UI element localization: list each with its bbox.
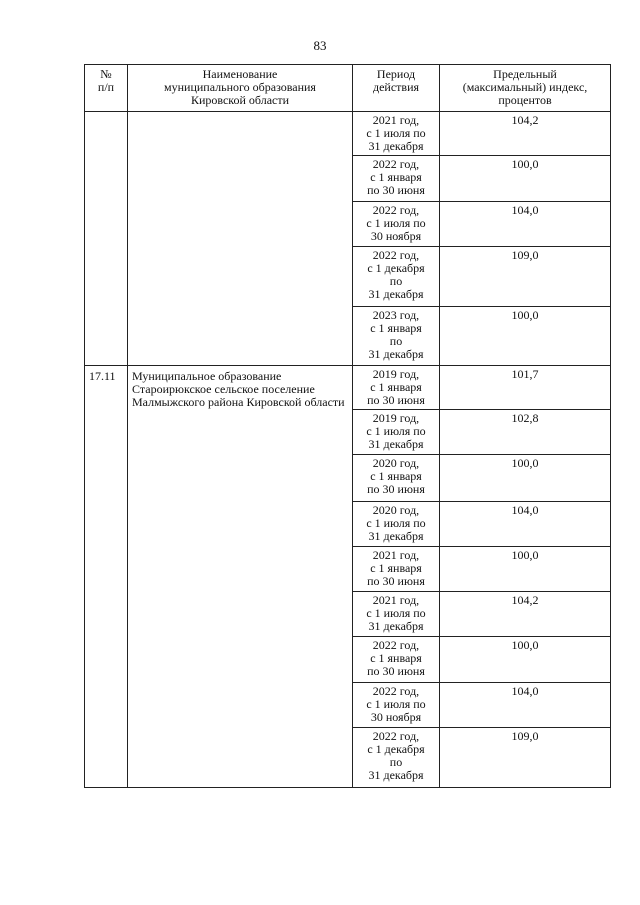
period-line: 31 декабря xyxy=(368,139,424,153)
period-cell xyxy=(353,410,440,455)
table-header-row xyxy=(85,65,611,112)
period-line: по xyxy=(389,334,403,349)
period-cell xyxy=(353,201,440,246)
period-line: 2023 год, xyxy=(372,308,420,323)
tariff-index-table xyxy=(84,64,611,788)
table-row xyxy=(85,365,611,409)
period-line: 2022 год, xyxy=(372,684,420,699)
period-line: 2021 год, xyxy=(372,593,420,608)
period-cell xyxy=(353,112,440,156)
period-line: с 1 декабря xyxy=(367,742,425,757)
period-line: 31 декабря xyxy=(368,768,424,783)
header-number: № п/п xyxy=(85,65,128,112)
period-line: по 30 июня xyxy=(367,183,425,198)
index-value-cell: 109,0 xyxy=(440,728,611,788)
period-line: 30 ноября xyxy=(370,228,422,243)
period-line: с 1 января xyxy=(370,321,422,336)
index-value-cell: 104,2 xyxy=(440,592,611,636)
header-period: Период действия xyxy=(353,65,440,112)
period-line: по 30 июня xyxy=(367,482,425,497)
number-cell-continued xyxy=(85,112,128,366)
period-line: 30 ноября xyxy=(370,710,422,725)
index-value-cell: 104,0 xyxy=(440,201,611,246)
index-value-cell: 104,2 xyxy=(440,112,611,156)
page-number: 83 xyxy=(313,38,327,53)
index-value-cell: 100,0 xyxy=(440,455,611,501)
period-line: с 1 января xyxy=(370,469,422,484)
index-value-cell: 100,0 xyxy=(440,156,611,201)
period-line: с 1 июля по xyxy=(366,697,426,712)
index-value-cell: 100,0 xyxy=(440,547,611,592)
period-cell xyxy=(353,455,440,501)
period-cell xyxy=(353,636,440,682)
period-line: 2022 год, xyxy=(372,247,420,262)
period-line: с 1 июля по xyxy=(366,126,426,140)
period-line: 2022 год, xyxy=(372,729,420,744)
municipality-name: Муниципальное образование Староирюкское сельское поселение Малмыжского района Кировской области xyxy=(128,365,353,787)
period-cell xyxy=(353,307,440,365)
period-cell xyxy=(353,728,440,788)
period-cell xyxy=(353,592,440,636)
period-line: 31 декабря xyxy=(368,286,424,301)
header-name: Наименование муниципального образования Кировской области xyxy=(128,65,353,112)
index-value-cell: 100,0 xyxy=(440,636,611,682)
period-line: по 30 июня xyxy=(367,574,425,589)
table-row xyxy=(85,112,611,156)
period-line: 2019 год, xyxy=(372,411,420,426)
period-line: с 1 января xyxy=(370,650,422,665)
index-value-cell: 104,0 xyxy=(440,683,611,728)
period-line: с 1 июля по xyxy=(366,215,426,230)
period-line: по 30 июня xyxy=(367,392,425,407)
table-body xyxy=(85,112,611,788)
period-cell xyxy=(353,547,440,592)
period-cell xyxy=(353,501,440,546)
period-line: с 1 июля по xyxy=(366,515,426,530)
period-line: 2021 год, xyxy=(372,548,420,563)
period-line: по xyxy=(389,273,403,288)
period-cell xyxy=(353,683,440,728)
period-line: 2020 год, xyxy=(372,502,420,517)
period-line: 2022 год, xyxy=(372,157,420,172)
period-line: с 1 января xyxy=(370,170,422,185)
period-line: с 1 января xyxy=(370,379,422,394)
header-index: Предельный (максимальный) индекс, процентов xyxy=(440,65,611,112)
period-line: 2022 год, xyxy=(372,202,420,217)
index-value-cell: 102,8 xyxy=(440,410,611,455)
period-line: с 1 июля по xyxy=(366,606,426,621)
index-value-cell: 109,0 xyxy=(440,246,611,306)
period-line: 31 декабря xyxy=(368,437,424,452)
period-line: 2022 год, xyxy=(372,637,420,652)
period-line: с 1 января xyxy=(370,561,422,576)
period-cell xyxy=(353,246,440,306)
index-value-cell: 101,7 xyxy=(440,365,611,409)
period-line: 2020 год, xyxy=(372,456,420,471)
period-cell xyxy=(353,365,440,409)
period-cell xyxy=(353,156,440,201)
index-value-cell: 100,0 xyxy=(440,307,611,365)
index-value-cell: 104,0 xyxy=(440,501,611,546)
entry-number: 17.11 xyxy=(85,365,128,787)
period-line: 2019 год, xyxy=(372,366,420,381)
name-cell-continued xyxy=(128,112,353,366)
period-line: 31 декабря xyxy=(368,347,424,362)
period-line: по xyxy=(389,755,403,770)
period-line: 31 декабря xyxy=(368,528,424,543)
period-line: 31 декабря xyxy=(368,619,424,634)
period-line: 2021 год, xyxy=(372,113,420,127)
period-line: с 1 июля по xyxy=(366,424,426,439)
period-line: по 30 июня xyxy=(367,663,425,678)
period-line: с 1 декабря xyxy=(367,260,425,275)
